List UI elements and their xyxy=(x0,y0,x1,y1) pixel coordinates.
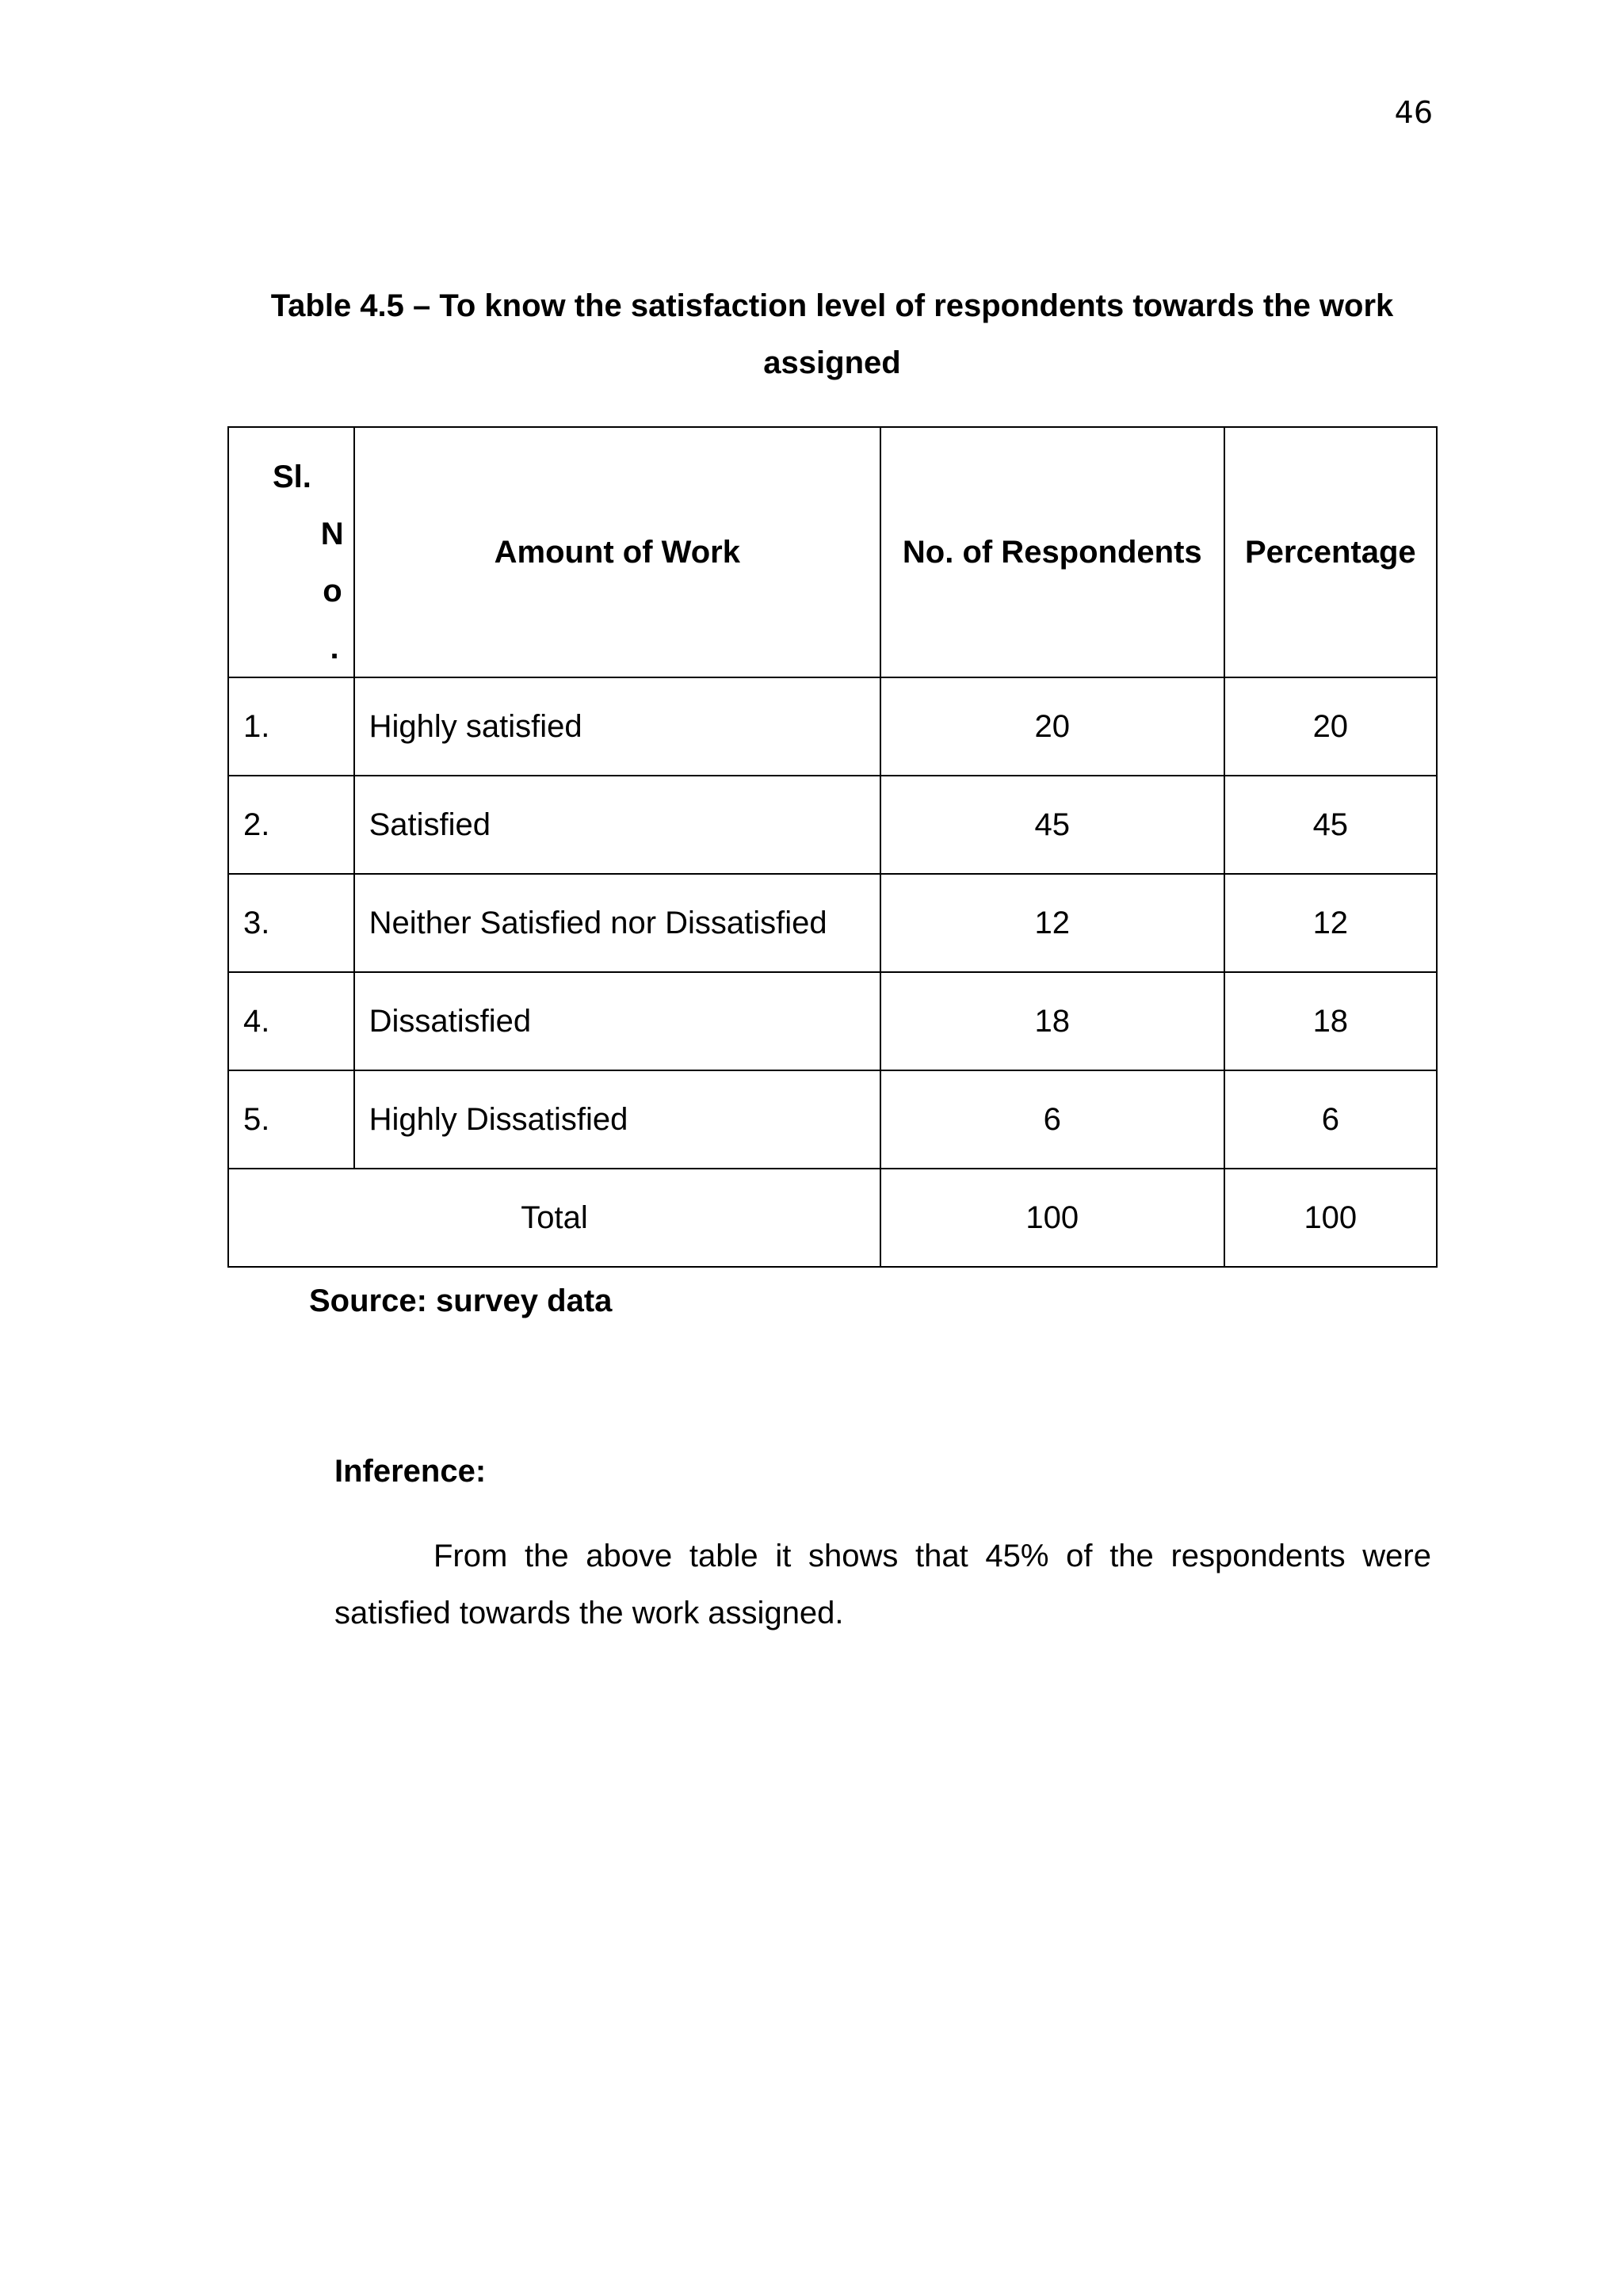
cell-respondents: 20 xyxy=(880,677,1224,776)
header-respondents: No. of Respondents xyxy=(880,427,1224,677)
table-row xyxy=(228,972,1437,1070)
cell-sl: 2. xyxy=(228,776,354,874)
data-table xyxy=(227,426,1438,1268)
table-row xyxy=(228,1070,1437,1169)
cell-respondents: 6 xyxy=(880,1070,1224,1169)
header-sl-line2: N xyxy=(320,517,344,551)
header-sl-no xyxy=(228,427,354,677)
cell-percentage: 12 xyxy=(1224,874,1437,972)
cell-respondents: 12 xyxy=(880,874,1224,972)
cell-sl: 3. xyxy=(228,874,354,972)
header-sl-line1: Sl. xyxy=(273,460,311,494)
page-number: 46 xyxy=(1394,95,1433,130)
cell-sl: 5. xyxy=(228,1070,354,1169)
source-note: Source: survey data xyxy=(309,1283,613,1318)
header-sl-line4: . xyxy=(330,631,339,666)
cell-respondents: 18 xyxy=(880,972,1224,1070)
table-title: Table 4.5 – To know the satisfaction level of respondents towards the work assigned xyxy=(270,288,1394,380)
header-amount-of-work: Amount of Work xyxy=(354,427,880,677)
total-percentage: 100 xyxy=(1224,1169,1437,1267)
cell-percentage: 6 xyxy=(1224,1070,1437,1169)
header-sl-line3: o xyxy=(323,574,342,608)
cell-percentage: 45 xyxy=(1224,776,1437,874)
cell-work: Dissatisfied xyxy=(354,972,880,1070)
table-row xyxy=(228,677,1437,776)
table-total-row xyxy=(228,1169,1437,1267)
cell-work: Highly Dissatisfied xyxy=(354,1070,880,1169)
table-row xyxy=(228,874,1437,972)
total-respondents: 100 xyxy=(880,1169,1224,1267)
cell-percentage: 18 xyxy=(1224,972,1437,1070)
cell-respondents: 45 xyxy=(880,776,1224,874)
header-percentage: Percentage xyxy=(1224,427,1437,677)
cell-percentage: 20 xyxy=(1224,677,1437,776)
total-label: Total xyxy=(228,1169,880,1267)
table-header-row xyxy=(228,427,1437,677)
cell-work: Neither Satisfied nor Dissatisfied xyxy=(354,874,880,972)
cell-sl: 4. xyxy=(228,972,354,1070)
cell-work: Satisfied xyxy=(354,776,880,874)
inference-text: From the above table it shows that 45% of the respondents were satisfied towards the work assigned. xyxy=(334,1539,1431,1630)
cell-work: Highly satisfied xyxy=(354,677,880,776)
cell-sl: 1. xyxy=(228,677,354,776)
inference-heading: Inference: xyxy=(334,1454,487,1489)
table-row xyxy=(228,776,1437,874)
